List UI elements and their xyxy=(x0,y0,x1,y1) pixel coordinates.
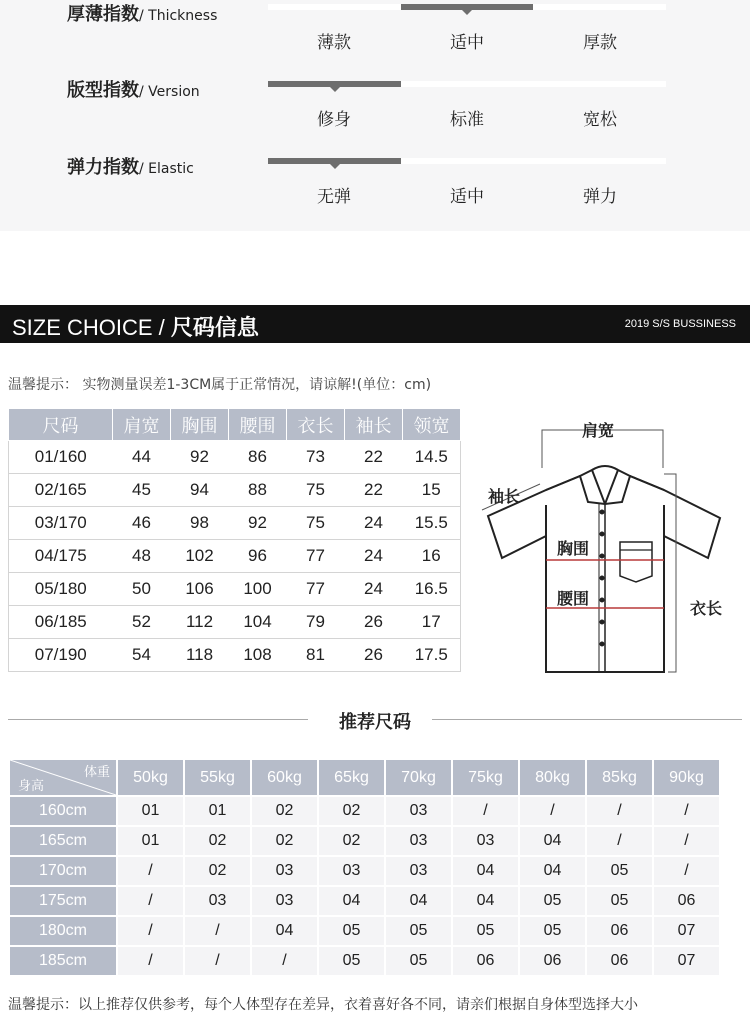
column-header: 领宽 xyxy=(403,409,461,441)
table-cell: / xyxy=(185,947,250,975)
table-cell: 02 xyxy=(319,797,384,825)
table-cell: / xyxy=(118,857,183,885)
table-cell: 94 xyxy=(171,474,229,507)
attribute-option: 弹力 xyxy=(583,187,617,207)
table-cell: 15 xyxy=(403,474,461,507)
table-row xyxy=(10,857,719,885)
table-cell: / xyxy=(185,917,250,945)
table-cell: 03 xyxy=(252,887,317,915)
table-cell: 03 xyxy=(386,827,451,855)
table-cell: / xyxy=(252,947,317,975)
recommend-size-table xyxy=(8,758,721,977)
table-cell: 52 xyxy=(113,606,171,639)
table-cell: 118 xyxy=(171,639,229,672)
table-cell: 05/180 xyxy=(9,573,113,606)
table-cell: 24 xyxy=(345,540,403,573)
table-row xyxy=(10,887,719,915)
table-cell: 03 xyxy=(185,887,250,915)
attribute-option: 厚款 xyxy=(583,33,617,53)
attribute-option: 宽松 xyxy=(583,110,617,130)
row-header: 170cm xyxy=(10,857,116,885)
table-row xyxy=(9,639,461,672)
table-cell: 108 xyxy=(229,639,287,672)
corner-weight-label: 体重 xyxy=(83,765,110,780)
table-cell: 22 xyxy=(345,441,403,474)
table-cell: 01/160 xyxy=(9,441,113,474)
table-cell: 05 xyxy=(587,887,652,915)
attribute-option: 适中 xyxy=(450,187,484,207)
table-cell: 50 xyxy=(113,573,171,606)
table-cell: 06 xyxy=(654,887,719,915)
table-cell: 24 xyxy=(345,507,403,540)
column-header: 尺码 xyxy=(9,409,113,441)
table-cell: 26 xyxy=(345,639,403,672)
table-cell: 04/175 xyxy=(9,540,113,573)
table-cell: 01 xyxy=(118,827,183,855)
attribute-option: 标准 xyxy=(450,110,484,130)
table-cell: 03 xyxy=(453,827,518,855)
table-row xyxy=(10,827,719,855)
table-cell: 04 xyxy=(520,857,585,885)
banner-subtitle: 2019 S/S BUSSINESS xyxy=(624,318,736,330)
attribute-panel xyxy=(0,0,750,231)
table-cell: 01 xyxy=(185,797,250,825)
column-header: 90kg xyxy=(654,760,719,795)
diagram-label-chest: 胸围 xyxy=(557,539,590,558)
table-cell: 14.5 xyxy=(403,441,461,474)
attribute-elastic xyxy=(0,153,750,213)
attribute-option: 无弹 xyxy=(317,187,351,207)
table-row xyxy=(9,441,461,474)
column-header: 65kg xyxy=(319,760,384,795)
table-row xyxy=(10,797,719,825)
row-header: 160cm xyxy=(10,797,116,825)
attribute-option: 适中 xyxy=(450,33,484,53)
attribute-option: 修身 xyxy=(317,110,351,130)
table-cell: 06 xyxy=(453,947,518,975)
table-cell: / xyxy=(118,917,183,945)
table-corner-header xyxy=(10,760,116,795)
table-cell: 24 xyxy=(345,573,403,606)
table-cell: 96 xyxy=(229,540,287,573)
shirt-measure-diagram xyxy=(480,410,750,680)
attribute-version xyxy=(0,76,750,136)
corner-height-label: 身高 xyxy=(18,779,45,794)
table-row xyxy=(9,507,461,540)
table-row xyxy=(9,573,461,606)
table-cell: 05 xyxy=(386,917,451,945)
column-header: 60kg xyxy=(252,760,317,795)
table-cell: / xyxy=(520,797,585,825)
table-cell: 05 xyxy=(386,947,451,975)
attribute-option: 薄款 xyxy=(317,33,351,53)
table-cell: 05 xyxy=(319,947,384,975)
diagram-label-shoulder: 肩宽 xyxy=(582,421,615,440)
table-cell: 88 xyxy=(229,474,287,507)
table-cell: 05 xyxy=(453,917,518,945)
table-cell: 04 xyxy=(386,887,451,915)
table-cell: 04 xyxy=(520,827,585,855)
diagram-label-waist: 腰围 xyxy=(557,589,590,608)
table-cell: 22 xyxy=(345,474,403,507)
recommend-title: 推荐尺码 xyxy=(339,712,411,733)
table-row xyxy=(10,947,719,975)
table-header-row xyxy=(10,760,719,795)
table-cell: 03 xyxy=(386,857,451,885)
table-cell: 07 xyxy=(654,947,719,975)
table-row xyxy=(9,606,461,639)
diagram-label-length: 衣长 xyxy=(690,599,723,618)
table-cell: 73 xyxy=(287,441,345,474)
table-cell: 07/190 xyxy=(9,639,113,672)
table-cell: 05 xyxy=(520,917,585,945)
table-cell: 04 xyxy=(453,857,518,885)
row-header: 165cm xyxy=(10,827,116,855)
attribute-label: 版型指数/ Version xyxy=(67,80,200,101)
table-cell: 06 xyxy=(520,947,585,975)
table-cell: 44 xyxy=(113,441,171,474)
table-cell: 02 xyxy=(185,857,250,885)
table-cell: 04 xyxy=(319,887,384,915)
column-header: 75kg xyxy=(453,760,518,795)
table-cell: 16 xyxy=(403,540,461,573)
table-cell: / xyxy=(654,827,719,855)
table-cell: 77 xyxy=(287,573,345,606)
column-header: 衣长 xyxy=(287,409,345,441)
table-cell: 102 xyxy=(171,540,229,573)
table-cell: 54 xyxy=(113,639,171,672)
table-cell: 05 xyxy=(587,857,652,885)
attribute-indicator xyxy=(330,164,340,169)
table-row xyxy=(9,540,461,573)
table-cell: 05 xyxy=(520,887,585,915)
column-header: 50kg xyxy=(118,760,183,795)
row-header: 175cm xyxy=(10,887,116,915)
table-cell: / xyxy=(118,947,183,975)
attribute-track xyxy=(268,158,666,164)
table-cell: 45 xyxy=(113,474,171,507)
table-cell: 26 xyxy=(345,606,403,639)
column-header: 袖长 xyxy=(345,409,403,441)
diagram-label-sleeve: 袖长 xyxy=(488,487,521,506)
table-cell: 06/185 xyxy=(9,606,113,639)
column-header: 85kg xyxy=(587,760,652,795)
measure-tip: 温馨提示： 实物测量误差1-3CM属于正常情况，请谅解!(单位：cm) xyxy=(8,377,432,393)
table-cell: 02 xyxy=(252,797,317,825)
attribute-track xyxy=(268,4,666,10)
table-cell: / xyxy=(654,797,719,825)
recommend-tip: 温馨提示：以上推荐仅供参考，每个人体型存在差异，衣着喜好各不同，请亲们根据自身体型选择大小 xyxy=(8,997,638,1013)
column-header: 肩宽 xyxy=(113,409,171,441)
shirt-outline-icon xyxy=(480,410,750,680)
table-cell: 03/170 xyxy=(9,507,113,540)
table-cell: 06 xyxy=(587,947,652,975)
table-cell: 16.5 xyxy=(403,573,461,606)
size-choice-banner xyxy=(0,305,750,343)
table-cell: / xyxy=(118,887,183,915)
table-cell: 75 xyxy=(287,507,345,540)
attribute-label: 厚薄指数/ Thickness xyxy=(67,4,218,25)
table-cell: 03 xyxy=(252,857,317,885)
table-cell: 86 xyxy=(229,441,287,474)
table-cell: 07 xyxy=(654,917,719,945)
table-cell: 77 xyxy=(287,540,345,573)
table-cell: 75 xyxy=(287,474,345,507)
table-cell: 03 xyxy=(386,797,451,825)
table-cell: / xyxy=(453,797,518,825)
size-measure-table xyxy=(8,408,461,672)
table-header-row xyxy=(9,409,461,441)
table-row xyxy=(9,474,461,507)
banner-title: SIZE CHOICE / 尺码信息 xyxy=(12,315,259,341)
row-header: 180cm xyxy=(10,917,116,945)
table-cell: 15.5 xyxy=(403,507,461,540)
table-row xyxy=(10,917,719,945)
attribute-indicator xyxy=(330,87,340,92)
table-cell: 17 xyxy=(403,606,461,639)
attribute-indicator xyxy=(462,10,472,15)
column-header: 55kg xyxy=(185,760,250,795)
column-header: 70kg xyxy=(386,760,451,795)
table-cell: 02 xyxy=(319,827,384,855)
table-cell: / xyxy=(587,827,652,855)
table-cell: 46 xyxy=(113,507,171,540)
table-cell: 17.5 xyxy=(403,639,461,672)
table-cell: 104 xyxy=(229,606,287,639)
table-cell: 02/165 xyxy=(9,474,113,507)
table-cell: 03 xyxy=(319,857,384,885)
table-cell: 92 xyxy=(229,507,287,540)
table-cell: 05 xyxy=(319,917,384,945)
attribute-label: 弹力指数/ Elastic xyxy=(67,157,194,178)
attribute-thickness xyxy=(0,0,750,60)
table-cell: 92 xyxy=(171,441,229,474)
table-cell: 81 xyxy=(287,639,345,672)
table-cell: 01 xyxy=(118,797,183,825)
column-header: 80kg xyxy=(520,760,585,795)
table-cell: / xyxy=(587,797,652,825)
table-cell: 02 xyxy=(185,827,250,855)
table-cell: 106 xyxy=(171,573,229,606)
table-cell: 112 xyxy=(171,606,229,639)
attribute-track xyxy=(268,81,666,87)
table-cell: 04 xyxy=(252,917,317,945)
column-header: 腰围 xyxy=(229,409,287,441)
table-cell: 48 xyxy=(113,540,171,573)
table-cell: 100 xyxy=(229,573,287,606)
table-cell: 98 xyxy=(171,507,229,540)
table-cell: 06 xyxy=(587,917,652,945)
table-cell: 02 xyxy=(252,827,317,855)
row-header: 185cm xyxy=(10,947,116,975)
table-cell: 79 xyxy=(287,606,345,639)
table-cell: / xyxy=(654,857,719,885)
table-cell: 04 xyxy=(453,887,518,915)
column-header: 胸围 xyxy=(171,409,229,441)
